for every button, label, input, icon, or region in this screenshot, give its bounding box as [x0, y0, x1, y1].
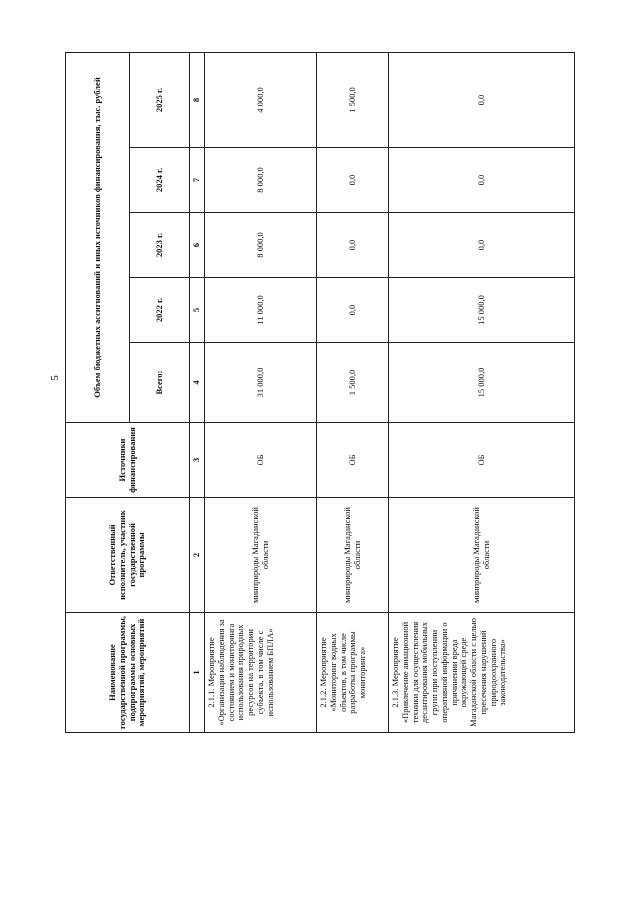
col-number: 4: [190, 343, 205, 423]
header-2024: 2024 г.: [130, 148, 190, 213]
row-2023: 0,0: [389, 213, 575, 278]
col-number: 2: [190, 498, 205, 613]
table-row: [389, 52, 575, 732]
row-source: ОБ: [205, 423, 317, 498]
row-2023: 8 000,0: [205, 213, 317, 278]
row-executor: минприроды Магаданской области: [205, 498, 317, 613]
row-name: 2.1.3. Мероприятие «Привлечение авиационной техники для осуществления десантирования мобильных групп при поступлении оперативной информации о причинении вреда окружающей среде Магаданской области с целью пресечения нарушений природоохранного законодательства»: [389, 613, 575, 733]
table-row: [317, 52, 389, 732]
rotated-page-frame: [65, 53, 575, 733]
row-2025: 1 500,0: [317, 52, 389, 147]
header-2022: 2022 г.: [130, 278, 190, 343]
col-number: 5: [190, 278, 205, 343]
funding-table: [65, 52, 575, 733]
row-total: 31 000,0: [205, 343, 317, 423]
header-source: Источники финансирования: [66, 423, 190, 498]
col-number: 1: [190, 613, 205, 733]
header-2025: 2025 г.: [130, 52, 190, 147]
row-executor: минприроды Магаданской области: [317, 498, 389, 613]
row-source: ОБ: [317, 423, 389, 498]
header-row: [66, 52, 130, 732]
row-2025: 0,0: [389, 52, 575, 147]
row-2022: 15 000,0: [389, 278, 575, 343]
header-funding-group: Объем бюджетных ассигнований и иных источников финансирования, тыс. рублей: [66, 52, 130, 422]
row-name: 2.1.2. Мероприятие «Мониторинг водных объектов, в том числе разработка программы мониторинга»: [317, 613, 389, 733]
row-2024: 0,0: [317, 148, 389, 213]
header-total: Всего:: [130, 343, 190, 423]
row-total: 15 000,0: [389, 343, 575, 423]
row-2023: 0,0: [317, 213, 389, 278]
rotated-content: [65, 53, 575, 733]
row-2022: 0,0: [317, 278, 389, 343]
row-2025: 4 000,0: [205, 52, 317, 147]
page-number: 5: [48, 375, 61, 381]
row-2024: 0,0: [389, 148, 575, 213]
row-2022: 11 000,0: [205, 278, 317, 343]
row-executor: минприроды Магаданской области: [389, 498, 575, 613]
col-number: 6: [190, 213, 205, 278]
row-total: 1 500,0: [317, 343, 389, 423]
row-name: 2.1.1. Мероприятие «Организация наблюдения за состоянием и мониторинга использования природных ресурсов на территории субъекта, в том числе с использованием БПЛА»: [205, 613, 317, 733]
header-name: Наименование государственной программы, подпрограммы основных мероприятий, мероприятий: [66, 613, 190, 733]
row-source: ОБ: [389, 423, 575, 498]
row-2024: 8 000,0: [205, 148, 317, 213]
header-2023: 2023 г.: [130, 213, 190, 278]
col-number: 8: [190, 52, 205, 147]
header-executor: Ответственный исполнитель, участник государственной программы: [66, 498, 190, 613]
col-number: 3: [190, 423, 205, 498]
col-number: 7: [190, 148, 205, 213]
table-row: [205, 52, 317, 732]
column-number-row: [190, 52, 205, 732]
